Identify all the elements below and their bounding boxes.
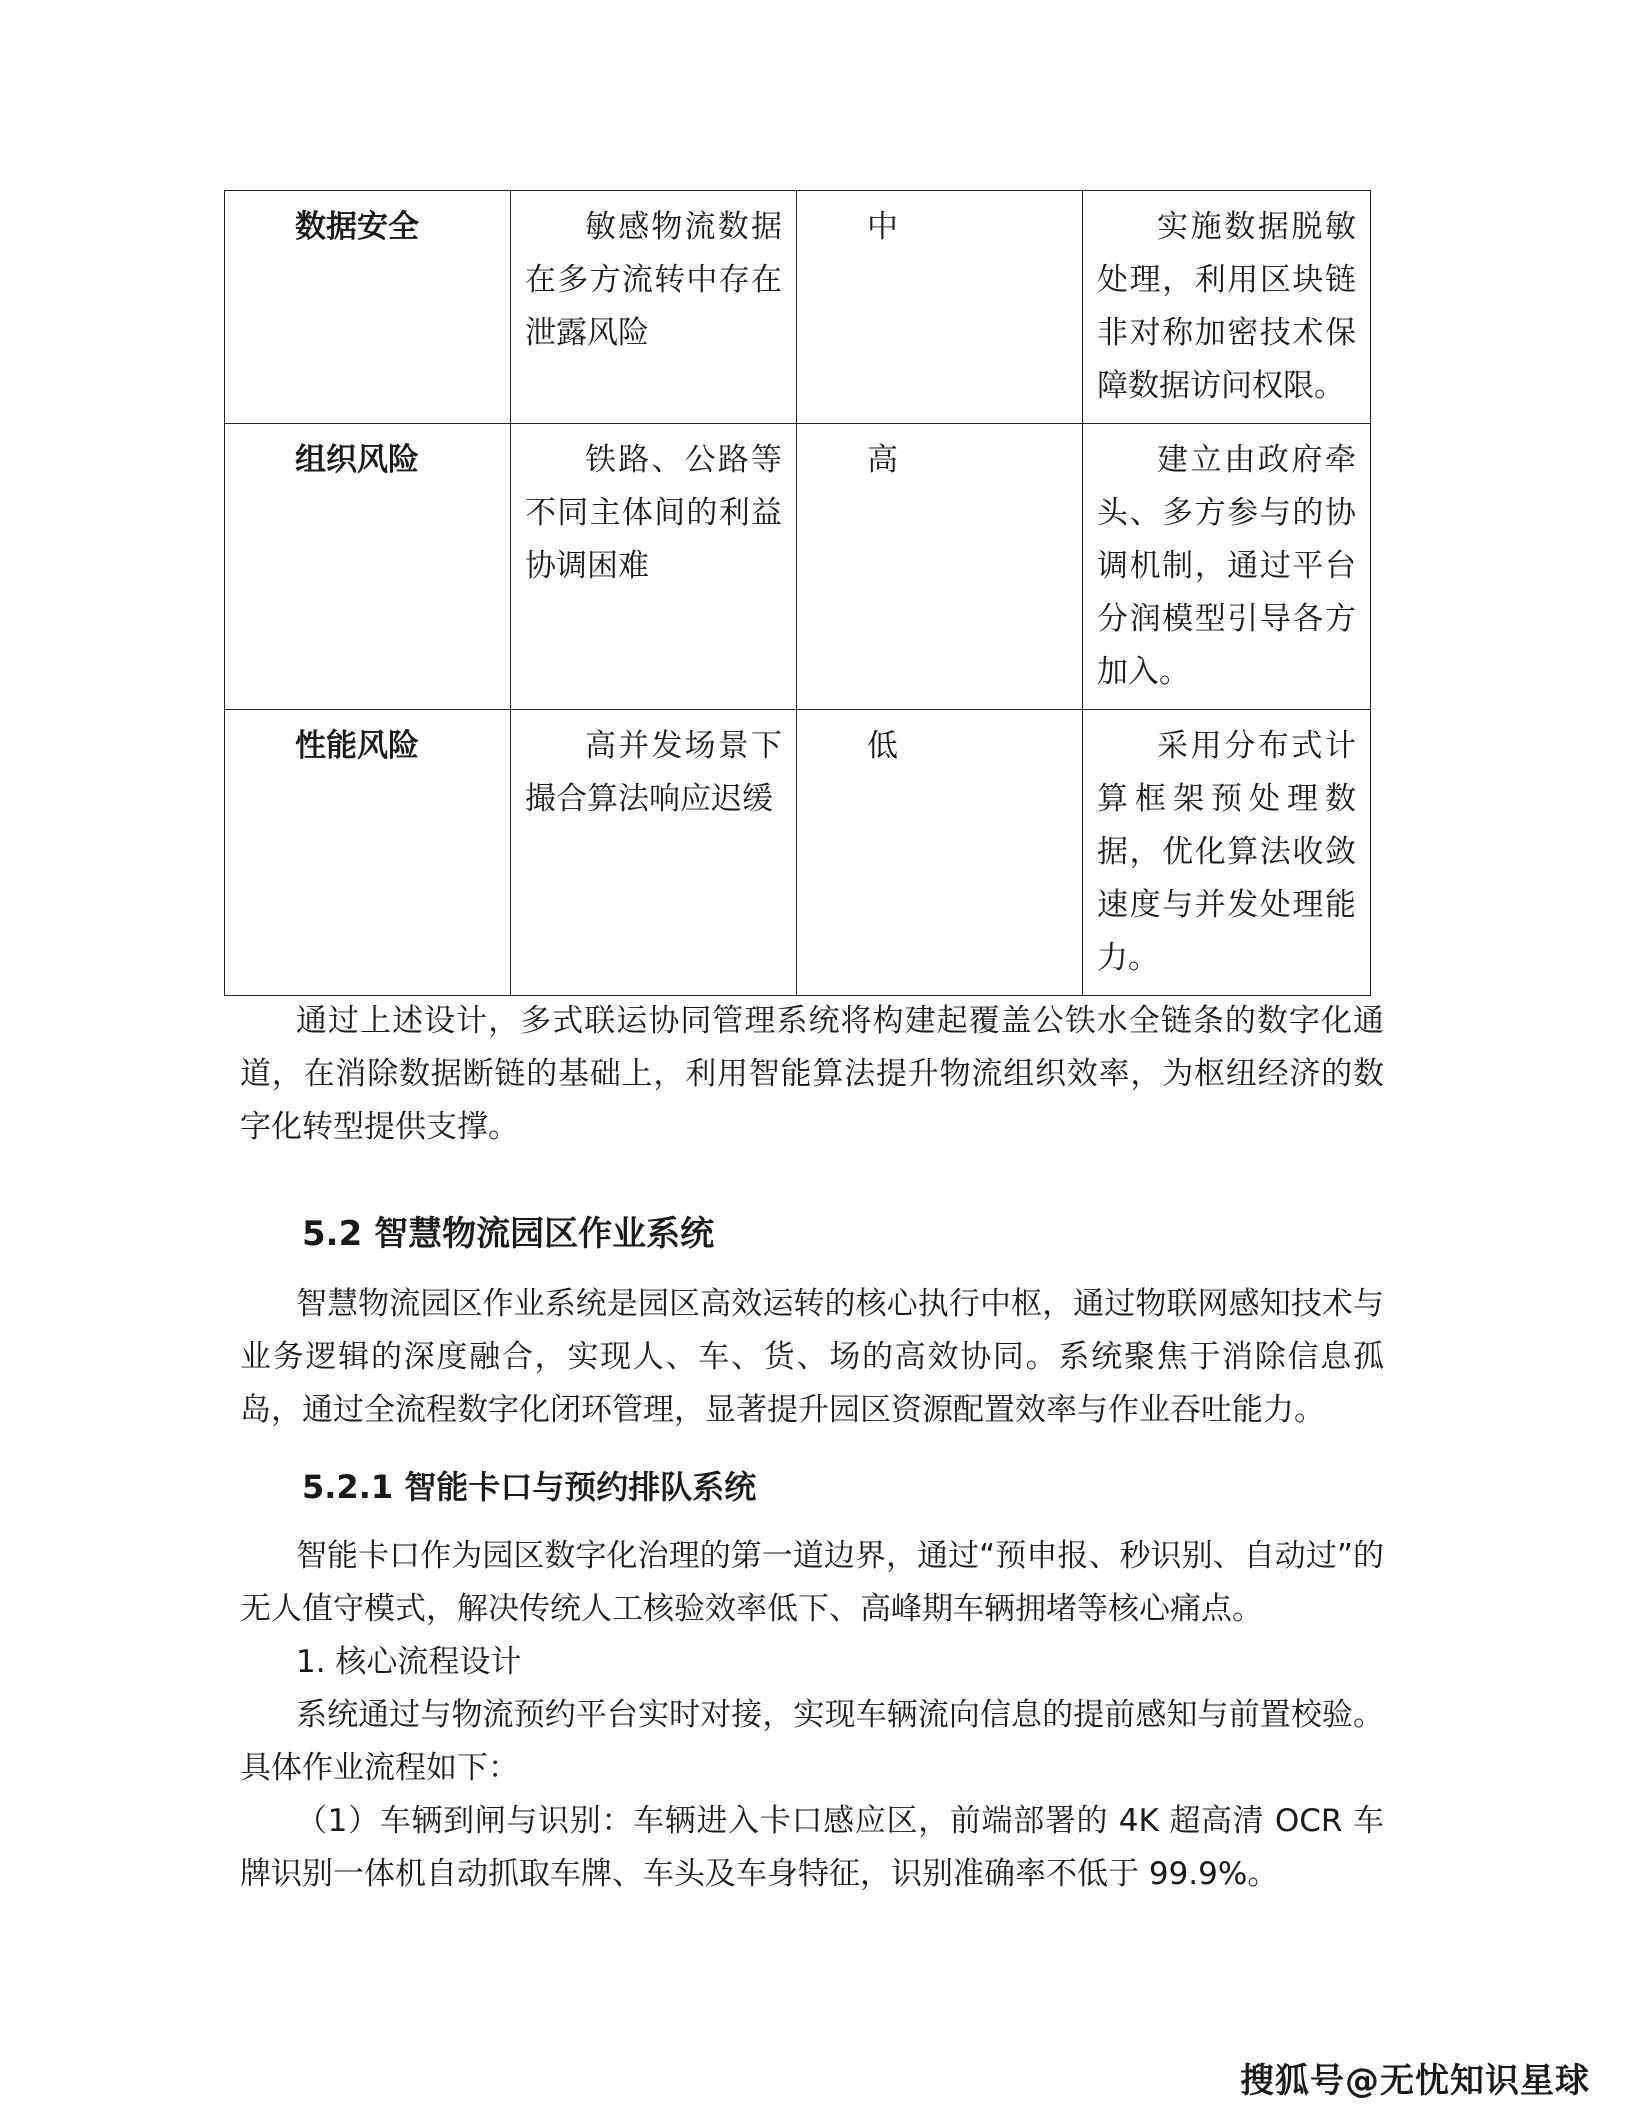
watermark: 搜狐号@无忧知识星球 (1240, 2061, 1590, 2101)
risk-description: 敏感物流数据在多方流转中存在泄露风险 (511, 191, 797, 424)
risk-description: 高并发场景下撮合算法响应迟缓 (511, 710, 797, 996)
risk-level: 高 (797, 424, 1083, 710)
section-5-2-1-paragraph: 智能卡口作为园区数字化治理的第一道边界，通过“预申报、秒识别、自动过”的无人值守模式，解决传统人工核验效率低下、高峰期车辆拥堵等核心痛点。 (240, 1538, 1384, 1627)
risk-level: 中 (797, 191, 1083, 424)
section-heading-5-2: 5.2 智慧物流园区作业系统 (302, 1214, 715, 1254)
section-heading-5-2-1: 5.2.1 智能卡口与预约排队系统 (302, 1468, 757, 1506)
risk-category: 性能风险 (225, 710, 511, 996)
risk-table (224, 190, 1371, 996)
risk-category: 组织风险 (225, 424, 511, 710)
flow-paragraph: 系统通过与物流预约平台实时对接，实现车辆流向信息的提前感知与前置校验。具体作业流程如下： (240, 1697, 1384, 1786)
risk-description: 铁路、公路等不同主体间的利益协调困难 (511, 424, 797, 710)
table-row (225, 424, 1371, 710)
risk-measure: 建立由政府牵头、多方参与的协调机制，通过平台分润模型引导各方加入。 (1083, 424, 1371, 710)
risk-category: 数据安全 (225, 191, 511, 424)
risk-level: 低 (797, 710, 1083, 996)
list-item-core-flow: 1. 核心流程设计 (296, 1644, 522, 1680)
risk-measure: 采用分布式计算框架预处理数据，优化算法收敛速度与并发处理能力。 (1083, 710, 1371, 996)
risk-measure: 实施数据脱敏处理，利用区块链非对称加密技术保障数据访问权限。 (1083, 191, 1371, 424)
section-5-2-paragraph: 智慧物流园区作业系统是园区高效运转的核心执行中枢，通过物联网感知技术与业务逻辑的深度融合，实现人、车、货、场的高效协同。系统聚焦于消除信息孤岛，通过全流程数字化闭环管理，显著提升园区资源配置效率与作业吞吐能力。 (240, 1286, 1384, 1428)
step-1-paragraph: （1）车辆到闸与识别：车辆进入卡口感应区，前端部署的 4K 超高清 OCR 车牌识别一体机自动抓取车牌、车头及车身特征，识别准确率不低于 99.9%。 (240, 1803, 1384, 1892)
table-row (225, 710, 1371, 996)
table-row (225, 191, 1371, 424)
summary-paragraph: 通过上述设计，多式联运协同管理系统将构建起覆盖公铁水全链条的数字化通道，在消除数据断链的基础上，利用智能算法提升物流组织效率，为枢纽经济的数字化转型提供支撑。 (240, 1003, 1384, 1145)
